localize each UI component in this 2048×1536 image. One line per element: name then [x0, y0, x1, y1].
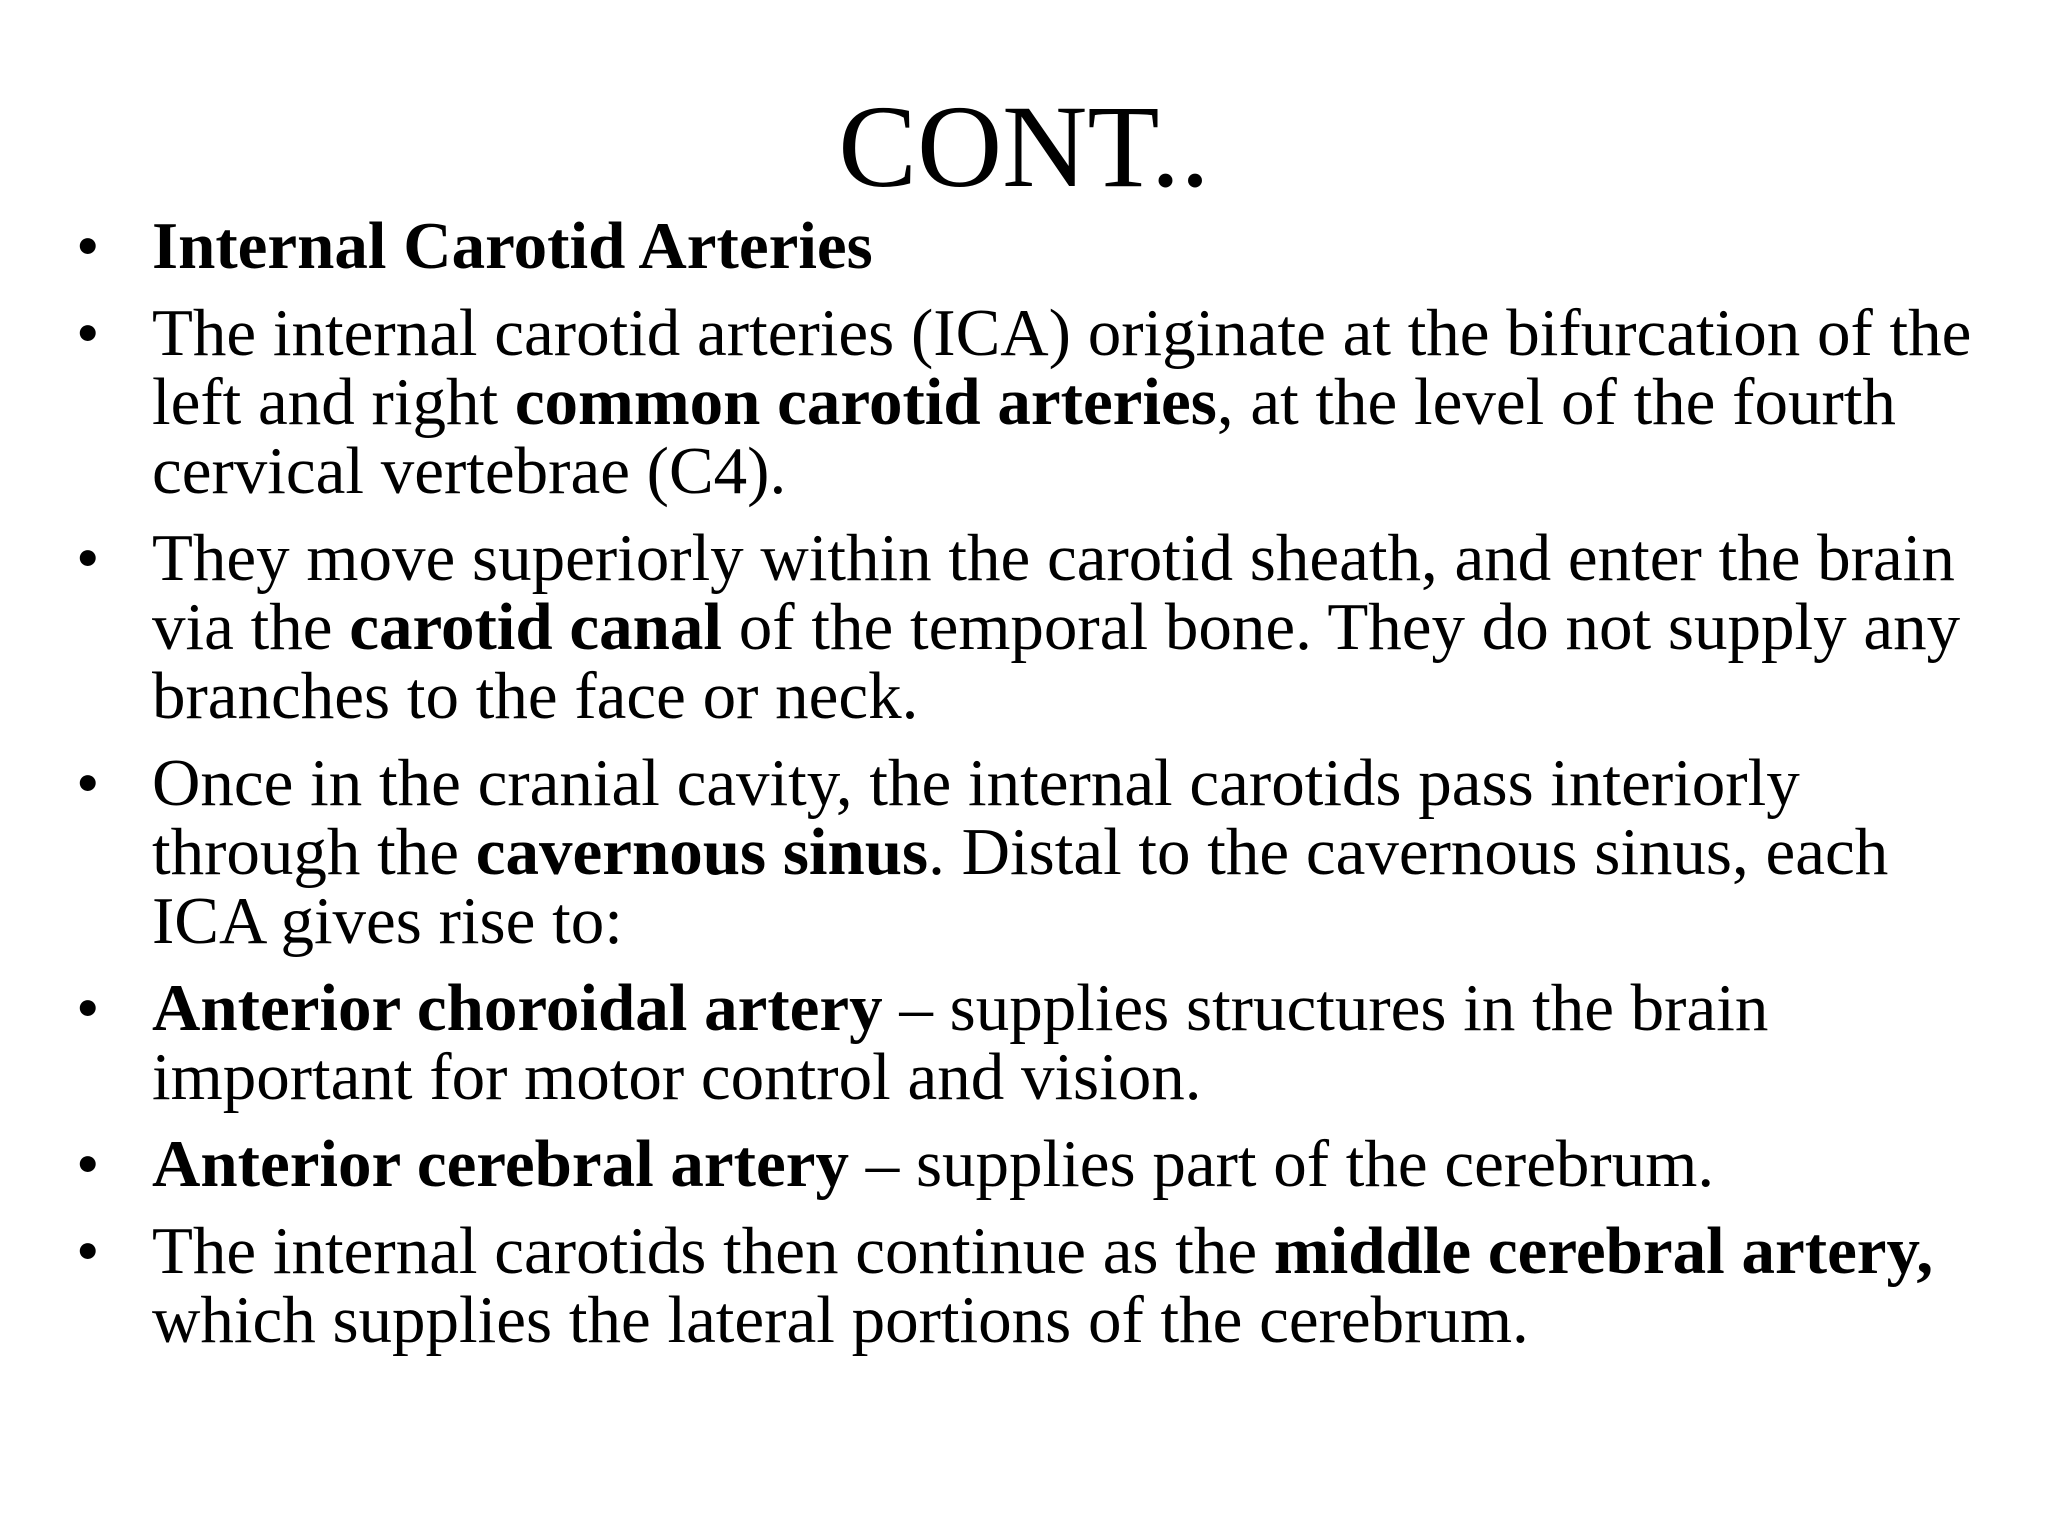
bullet-text-bold: Internal Carotid Arteries [152, 209, 873, 283]
bullet-dot-icon: • [76, 296, 100, 370]
bullet-dot-icon: • [76, 1214, 100, 1288]
bullet-item [76, 1214, 1996, 1357]
bullet-text [152, 746, 1888, 958]
bullet-item [76, 209, 1996, 283]
bullet-text [152, 296, 1971, 508]
bullet-text-regular: of the temporal bone. They do not supply any branches to the face or neck. [152, 590, 1961, 733]
bullet-text-regular: . Distal to the cavernous sinus, each ICA gives rise to: [152, 815, 1889, 958]
bullet-list [76, 209, 1996, 1373]
bullet-text-bold: Anterior choroidal artery [152, 971, 883, 1045]
bullet-text [152, 521, 1960, 733]
bullet-text-regular: , at the level of the fourth cervical vertebrae (C4). [152, 365, 1896, 508]
bullet-text-regular: The internal carotids then continue as the [152, 1214, 1274, 1288]
bullet-item [76, 746, 1996, 958]
bullet-dot-icon: • [76, 971, 100, 1045]
bullet-item [76, 521, 1996, 733]
bullet-text-regular: which supplies the lateral portions of the cerebrum. [152, 1283, 1529, 1357]
bullet-text-bold: Anterior cerebral artery [152, 1127, 849, 1201]
bullet-text-bold: carotid canal [349, 590, 723, 664]
bullet-text [152, 209, 873, 283]
bullet-dot-icon: • [76, 1127, 100, 1201]
bullet-text [152, 971, 1768, 1114]
bullet-text-bold: middle cerebral artery, [1273, 1214, 1934, 1288]
bullet-item [76, 296, 1996, 508]
slide-title: CONT.. [838, 81, 1210, 212]
bullet-dot-icon: • [76, 209, 100, 283]
bullet-dot-icon: • [76, 746, 100, 820]
bullet-text-regular: The internal carotid arteries (ICA) originate at the bifurcation of the left and right [152, 296, 1972, 439]
bullet-text-regular: – supplies part of the cerebrum. [848, 1127, 1715, 1201]
bullet-text [152, 1214, 1933, 1357]
bullet-text-bold: common carotid arteries [514, 365, 1217, 439]
bullet-item [76, 1127, 1996, 1201]
bullet-text-regular: They move superiorly within the carotid sheath, and enter the brain via the [152, 521, 1955, 664]
bullet-text-regular: Once in the cranial cavity, the internal carotids pass interiorly through the [152, 746, 1800, 889]
bullet-item [76, 971, 1996, 1114]
bullet-text-bold: cavernous sinus [475, 815, 929, 889]
bullet-dot-icon: • [76, 521, 100, 595]
bullet-text [152, 1127, 1714, 1201]
bullet-text-regular: – supplies structures in the brain important for motor control and vision. [152, 971, 1769, 1114]
